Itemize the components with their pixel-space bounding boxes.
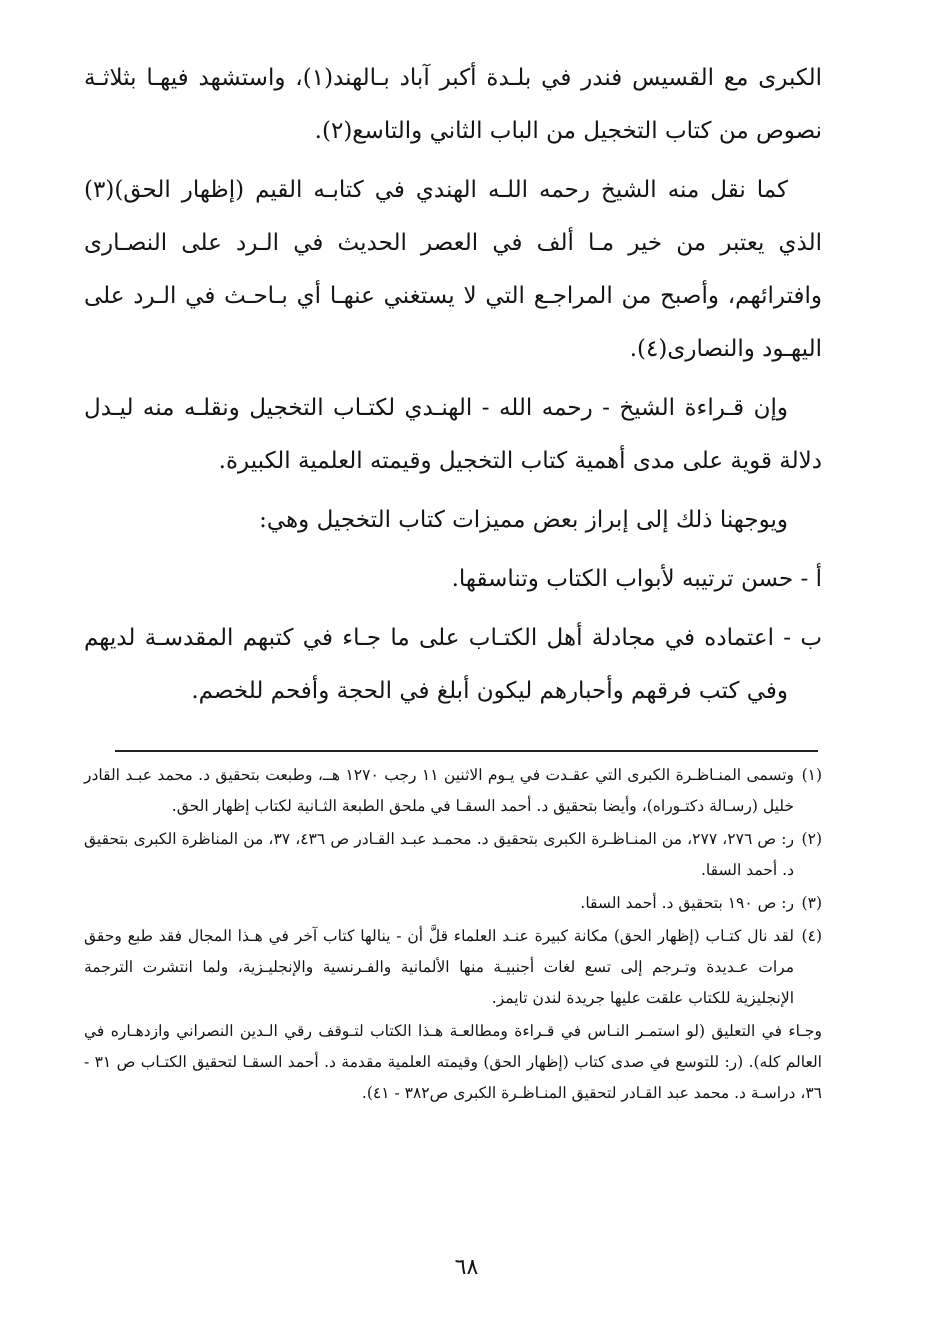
- footnote-1: [84, 760, 822, 822]
- footnote-number: (١): [801, 766, 823, 784]
- footnote-number: (٣): [801, 894, 822, 912]
- paragraph-izhar-al-haqq: كما نقل منه الشيخ رحمه اللـه الهندي في كتابـه القيم (إظهار الحق)(٣) الذي يعتبر من خير مـا ألف في العصر الحديث في الـرد على النصـارى وافترائهم، وأصبح من المراجـع التي لا يستغني عنهـا أي بـاحـث في الـرد على اليهـود والنصارى(٤).: [84, 177, 822, 362]
- footnote-text: ر: ص ٢٧٦، ٢٧٧، من المنـاظـرة الكبرى بتحقيق د. محمـد عبـد القـادر ص ٤٣٦، ٣٧، من المناظرة الكبرى بتحقيق د. أحمد السقا.: [84, 830, 794, 879]
- footnote-2: [84, 824, 822, 886]
- footnote-number: (٢): [801, 830, 822, 848]
- main-text-block: [84, 52, 822, 724]
- list-item-alif: أ - حسن ترتيبه لأبواب الكتاب وتناسقها.: [451, 566, 822, 592]
- paragraph-features-intro: ويوجهنا ذلك إلى إبراز بعض مميزات كتاب التخجيل وهي:: [259, 507, 788, 533]
- footnote-text: لقد نال كتـاب (إظهار الحق) مكانة كبيرة عنـد العلماء قلَّ أن - ينالها كتاب آخر في هـذا المجال فقد طبع وحقق مرات عـديدة وتـرجم إلى تسع لغات أجنبيـة منها الألمانية والفـرنسية والإنجليـزية، ولما انتشرت الترجمة الإنجليزية للكتاب علقت عليها جريدة لندن تايمز.: [84, 927, 794, 1007]
- footnote-divider: [115, 750, 818, 752]
- footnotes-block: [84, 760, 822, 1109]
- footnote-text: وتسمى المنـاظـرة الكبرى التي عقـدت في يـوم الاثنين ١١ رجب ١٢٧٠ هــ، وطبعت بتحقيق د. محمد عبـد القادر خليل (رسـالة دكتـوراه)، وأيضا بتحقيق د. أحمد السقـا في ملحق الطبعة الثـانية لكتاب إظهار الحق.: [84, 766, 795, 815]
- paragraph-reading-importance: وإن قـراءة الشيخ - رحمه الله - الهنـدي لكتـاب التخجيل ونقلـه منه ليـدل دلالة قوية على مدى أهمية كتاب التخجيل وقيمته العلمية الكبيرة.: [84, 395, 822, 474]
- footnote-text: ر: ص ١٩٠ بتحقيق د. أحمد السقا.: [580, 894, 794, 912]
- footnote-4: [84, 921, 822, 1014]
- paragraph-continuation: الكبرى مع القسيس فندر في بلـدة أكبر آباد بـالهند(١)، واستشهد فيهـا بثلاثـة نصوص من كتاب التخجيل من الباب الثاني والتاسع(٢).: [84, 65, 822, 144]
- footnote-number: (٤): [801, 927, 822, 945]
- list-item-ba: ب - اعتماده في مجادلة أهل الكتـاب على ما جـاء في كتبهم المقدسـة لديهم وفي كتب فرقهم وأحبارهم ليكون أبلغ في الحجة وأفحم للخصم.: [84, 625, 822, 704]
- footnote-3: [84, 888, 822, 919]
- footnote-4-continuation: وجـاء في التعليق (لو استمـر النـاس في قـراءة ومطالعـة هـذا الكتاب لتـوقف رقي الـدين النصراني وازدهـاره في العالم كله). (ر: للتوسع في صدى كتاب (إظهار الحق) وقيمته العلمية مقدمة د. أحمد السقـا لتحقيق الكتـاب ص ٣١ - ٣٦، دراسـة د. محمد عبد القـادر لتحقيق المنـاظـرة الكبرى ص٣٨٢ - ٤١).: [84, 1022, 822, 1102]
- page-number: ٦٨: [454, 1255, 479, 1280]
